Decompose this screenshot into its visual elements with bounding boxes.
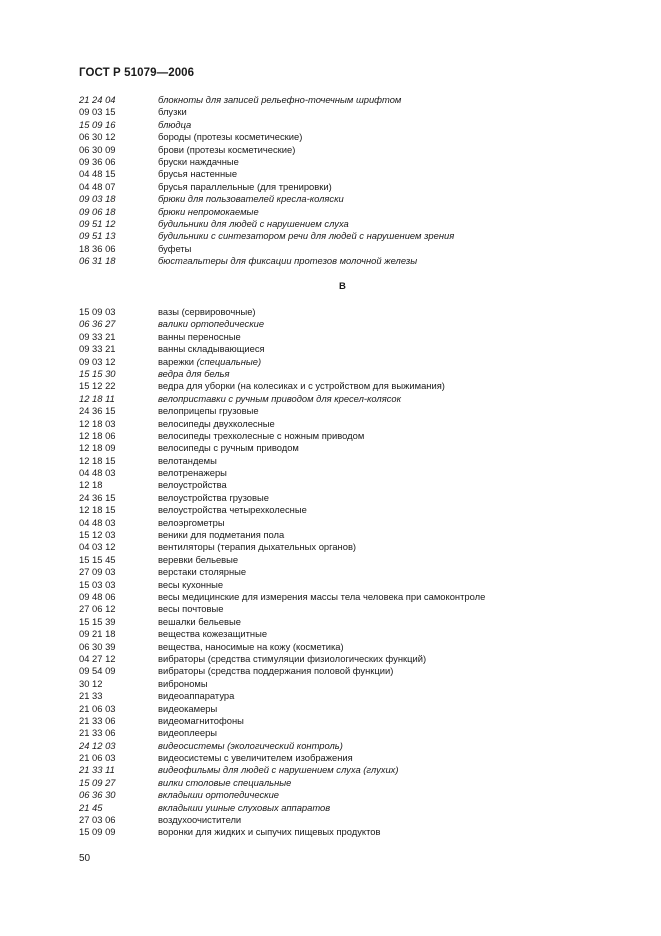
entry-code: 21 33 11 — [79, 764, 115, 776]
entry-term — [158, 802, 619, 814]
entry-term-text: бороды (протезы косметические) — [158, 131, 303, 143]
entry-term-text: видеоплееры — [158, 727, 218, 739]
entry-code: 21 33 — [79, 690, 103, 702]
entry-term — [158, 826, 619, 838]
entry-term-text: весы кухонные — [158, 578, 224, 590]
entry-term-text: ведра для уборки (на колесиках и с устройством для выжимания) — [158, 380, 445, 392]
entry-term — [158, 218, 619, 230]
entry-code: 04 48 03 — [79, 516, 116, 528]
entry-code: 21 33 06 — [79, 727, 116, 739]
entry-term — [158, 703, 619, 715]
entry-term — [158, 156, 619, 168]
index-entry — [79, 802, 619, 814]
index-entry — [79, 814, 619, 826]
index-entry — [79, 467, 619, 479]
index-entry — [79, 554, 619, 566]
entry-code: 04 27 12 — [79, 652, 116, 664]
entry-term — [158, 356, 619, 368]
entry-term-text: вентиляторы (терапия дыхательных органов) — [158, 541, 357, 553]
entry-code: 21 06 03 — [79, 702, 116, 714]
entry-term-text: ванны переносные — [158, 330, 241, 342]
index-entry — [79, 181, 619, 193]
index-entry — [79, 418, 619, 430]
entry-term-text: брюки для пользователей кресла-коляски — [158, 193, 344, 205]
entry-code: 09 33 21 — [79, 343, 116, 355]
index-entry — [79, 393, 619, 405]
entry-code: 24 36 15 — [79, 405, 116, 417]
entry-code: 24 36 15 — [79, 491, 116, 503]
entry-term-text: верстаки столярные — [158, 566, 247, 578]
entry-term-text: будильники с синтезатором речи для людей с нарушением зрения — [158, 230, 455, 242]
index-entry — [79, 442, 619, 454]
entry-term-text: велоприставки с ручным приводом для кресел-колясок — [158, 392, 402, 404]
entry-term — [158, 541, 619, 553]
entry-code: 09 48 06 — [79, 590, 116, 602]
entry-term-text: вкладыши ортопедические — [158, 789, 280, 801]
entry-code: 09 36 06 — [79, 155, 116, 167]
entry-term-text: видеосистемы (экологический контроль) — [158, 739, 343, 751]
entry-term — [158, 727, 619, 739]
entry-term-text: велосипеды трехколесные с ножным приводом — [158, 429, 365, 441]
entry-term-text: велоустройства грузовые — [158, 491, 269, 503]
entry-code: 09 06 18 — [79, 205, 116, 217]
entry-term-text: видеокамеры — [158, 702, 218, 714]
index-entry — [79, 131, 619, 143]
entry-term-text: велотренажеры — [158, 467, 227, 479]
index-entry — [79, 690, 619, 702]
index-entry — [79, 591, 619, 603]
entry-code: 15 15 30 — [79, 367, 116, 379]
index-entry — [79, 430, 619, 442]
entry-term — [158, 641, 619, 653]
entry-code: 15 12 22 — [79, 380, 116, 392]
index-entry — [79, 727, 619, 739]
entry-term — [158, 603, 619, 615]
index-entry — [79, 826, 619, 838]
entry-code: 12 18 09 — [79, 442, 116, 454]
index-entry — [79, 455, 619, 467]
entry-code: 06 30 09 — [79, 143, 116, 155]
entry-term-text: видеофильмы для людей с нарушением слуха (глухих) — [158, 764, 399, 776]
entry-code: 12 18 15 — [79, 454, 116, 466]
index-entry — [79, 368, 619, 380]
index-entry — [79, 343, 619, 355]
index-entry — [79, 306, 619, 318]
entry-term — [158, 318, 619, 330]
entry-code: 15 15 39 — [79, 615, 116, 627]
entry-code: 06 36 30 — [79, 789, 116, 801]
index-entry — [79, 764, 619, 776]
entry-code: 27 03 06 — [79, 814, 116, 826]
entry-term-text: видеоаппаратура — [158, 690, 235, 702]
entry-code: 24 12 03 — [79, 739, 116, 751]
index-entry — [79, 566, 619, 578]
entry-code: 15 09 27 — [79, 776, 116, 788]
entry-code: 09 03 18 — [79, 193, 116, 205]
index-entry — [79, 541, 619, 553]
entry-term — [158, 814, 619, 826]
document-header: ГОСТ Р 51079—2006 — [79, 67, 195, 79]
entry-code: 04 48 03 — [79, 467, 116, 479]
entry-code: 21 33 06 — [79, 714, 116, 726]
entry-term — [158, 368, 619, 380]
index-entry — [79, 479, 619, 491]
entry-term — [158, 119, 619, 131]
entry-term-text: видеомагнитофоны — [158, 714, 244, 726]
index-entry — [79, 405, 619, 417]
entry-code: 15 09 16 — [79, 118, 116, 130]
index-entry — [79, 94, 619, 106]
entry-code: 15 09 09 — [79, 826, 116, 838]
index-entry — [79, 777, 619, 789]
entry-term-text: брусья параллельные (для тренировки) — [158, 180, 332, 192]
entry-term-text: вилки столовые специальные — [158, 776, 292, 788]
entry-term — [158, 715, 619, 727]
entry-term-text: велоэргометры — [158, 516, 225, 528]
entry-term-text: вещества кожезащитные — [158, 628, 268, 640]
entry-code: 15 15 45 — [79, 553, 116, 565]
entry-code: 12 18 15 — [79, 504, 116, 516]
entry-term — [158, 94, 619, 106]
entry-code: 15 09 03 — [79, 306, 116, 317]
entry-code: 06 36 27 — [79, 318, 116, 330]
entry-code: 15 03 03 — [79, 578, 116, 590]
index-entries-b-section — [79, 94, 619, 267]
entry-term-text: вибраторы (средства поддержания половой функции) — [158, 665, 394, 677]
entry-code: 06 30 12 — [79, 131, 116, 143]
entry-term — [158, 455, 619, 467]
index-entry — [79, 255, 619, 267]
entry-term-text: виброномы — [158, 677, 208, 689]
entry-term-text: весы медицинские для измерения массы тела человека при самоконтроле — [158, 590, 486, 602]
entry-term-text: ванны складывающиеся — [158, 343, 265, 355]
entry-code: 12 18 11 — [79, 392, 115, 404]
entry-term — [158, 504, 619, 516]
entry-term — [158, 678, 619, 690]
entry-term — [158, 492, 619, 504]
entry-term-text: ведра для белья — [158, 367, 230, 379]
entry-term — [158, 331, 619, 343]
entry-term-text: веревки бельевые — [158, 553, 239, 565]
index-entry — [79, 106, 619, 118]
index-entry — [79, 168, 619, 180]
index-entry — [79, 243, 619, 255]
entry-term — [158, 430, 619, 442]
entry-code: 06 31 18 — [79, 255, 116, 267]
index-entry — [79, 504, 619, 516]
entry-code: 09 03 15 — [79, 106, 116, 118]
index-entry — [79, 517, 619, 529]
entry-code: 12 18 — [79, 479, 103, 491]
entry-term — [158, 665, 619, 677]
entry-term-text: блокноты для записей рельефно-точечным шрифтом — [158, 94, 402, 105]
entry-term — [158, 690, 619, 702]
entry-term — [158, 418, 619, 430]
entry-term — [158, 628, 619, 640]
entry-code: 09 03 12 — [79, 355, 116, 367]
index-entry — [79, 752, 619, 764]
entry-code: 21 45 — [79, 801, 103, 813]
entry-term — [158, 442, 619, 454]
entry-term-text: буфеты — [158, 242, 192, 254]
index-entry — [79, 380, 619, 392]
entry-term-text: бюстгальтеры для фиксации протезов молочной железы — [158, 255, 418, 267]
entry-term — [158, 131, 619, 143]
entry-term — [158, 467, 619, 479]
entry-term — [158, 579, 619, 591]
entry-term — [158, 405, 619, 417]
entry-term-text: велотандемы — [158, 454, 217, 466]
entry-term-text: варежки — [158, 355, 197, 367]
entry-term — [158, 380, 619, 392]
index-entry — [79, 331, 619, 343]
entry-term-text: вешалки бельевые — [158, 615, 241, 627]
entry-term-text: бруски наждачные — [158, 155, 239, 167]
entry-code: 27 09 03 — [79, 566, 116, 578]
entry-term-text: воронки для жидких и сыпучих пищевых продуктов — [158, 826, 381, 838]
entry-term — [158, 777, 619, 789]
entry-term-text: воздухоочистители — [158, 814, 242, 826]
index-entry — [79, 653, 619, 665]
index-entry — [79, 789, 619, 801]
index-entry — [79, 616, 619, 628]
entry-term — [158, 764, 619, 776]
index-entry — [79, 529, 619, 541]
index-entry — [79, 492, 619, 504]
entry-code: 15 12 03 — [79, 529, 116, 541]
section-letter: В — [339, 281, 346, 292]
entry-term-text: весы почтовые — [158, 603, 224, 615]
index-entry — [79, 119, 619, 131]
entry-term-text: вазы (сервировочные) — [158, 306, 256, 317]
entry-term — [158, 255, 619, 267]
entry-term — [158, 752, 619, 764]
entry-code: 04 03 12 — [79, 541, 116, 553]
entry-term-text: вещества, наносимые на кожу (косметика) — [158, 640, 344, 652]
entry-code: 04 48 15 — [79, 168, 116, 180]
index-entry — [79, 206, 619, 218]
entry-code: 12 18 06 — [79, 429, 116, 441]
entry-term-text: велосипеды двухколесные — [158, 417, 275, 429]
index-entry — [79, 144, 619, 156]
entry-code: 12 18 03 — [79, 417, 116, 429]
index-entry — [79, 579, 619, 591]
index-entry — [79, 740, 619, 752]
entry-term — [158, 616, 619, 628]
entry-term — [158, 529, 619, 541]
entry-term-text: велосипеды с ручным приводом — [158, 442, 299, 454]
entry-code: 09 51 12 — [79, 217, 116, 229]
entry-term-text: брови (протезы косметические) — [158, 143, 296, 155]
entry-term — [158, 306, 619, 318]
entry-term — [158, 230, 619, 242]
entry-code: 09 33 21 — [79, 330, 116, 342]
index-entry — [79, 665, 619, 677]
entry-code: 06 30 39 — [79, 640, 116, 652]
index-entry — [79, 641, 619, 653]
page-number: 50 — [79, 853, 91, 864]
entry-code: 09 51 13 — [79, 230, 116, 242]
entry-term — [158, 479, 619, 491]
entry-term — [158, 653, 619, 665]
entry-term-text: видеосистемы с увеличителем изображения — [158, 752, 353, 764]
entry-term — [158, 243, 619, 255]
index-entry — [79, 678, 619, 690]
entry-term-text: велоустройства — [158, 479, 227, 491]
entry-term — [158, 393, 619, 405]
entry-term — [158, 591, 619, 603]
entry-code: 21 24 04 — [79, 94, 116, 105]
entry-code: 18 36 06 — [79, 242, 116, 254]
entry-term — [158, 566, 619, 578]
entry-term-text: валики ортопедические — [158, 318, 265, 330]
index-entry — [79, 218, 619, 230]
entry-term — [158, 789, 619, 801]
entry-code: 27 06 12 — [79, 603, 116, 615]
entry-term-text: блузки — [158, 106, 187, 118]
entry-code: 30 12 — [79, 677, 103, 689]
entry-term-text: вибраторы (средства стимуляции физиологических функций) — [158, 652, 427, 664]
index-entry — [79, 230, 619, 242]
index-entry — [79, 628, 619, 640]
entry-term — [158, 168, 619, 180]
entry-term-text: велоустройства четырехколесные — [158, 504, 307, 516]
entry-term-text: брусья настенные — [158, 168, 238, 180]
index-entry — [79, 715, 619, 727]
entry-term-note: (специальные) — [196, 355, 262, 367]
entry-code: 09 21 18 — [79, 628, 116, 640]
index-entry — [79, 603, 619, 615]
entry-term — [158, 106, 619, 118]
index-entry — [79, 356, 619, 368]
entry-term-text: вкладыши ушные слуховых аппаратов — [158, 801, 331, 813]
entry-term — [158, 193, 619, 205]
index-entry — [79, 318, 619, 330]
entry-term-text: брюки непромокаемые — [158, 205, 259, 217]
entry-term-text: блюдца — [158, 118, 192, 130]
index-entries-v-section — [79, 306, 619, 839]
entry-term — [158, 206, 619, 218]
index-entry — [79, 193, 619, 205]
entry-term — [158, 144, 619, 156]
entry-term — [158, 740, 619, 752]
entry-term — [158, 554, 619, 566]
entry-term-text: будильники для людей с нарушением слуха — [158, 217, 349, 229]
index-entry — [79, 703, 619, 715]
entry-code: 21 06 03 — [79, 752, 116, 764]
index-entry — [79, 156, 619, 168]
entry-code: 04 48 07 — [79, 180, 116, 192]
entry-term — [158, 343, 619, 355]
entry-term — [158, 181, 619, 193]
entry-term-text: велоприцепы грузовые — [158, 405, 259, 417]
entry-term — [158, 517, 619, 529]
entry-code: 09 54 09 — [79, 665, 116, 677]
entry-term-text: веники для подметания пола — [158, 529, 285, 541]
